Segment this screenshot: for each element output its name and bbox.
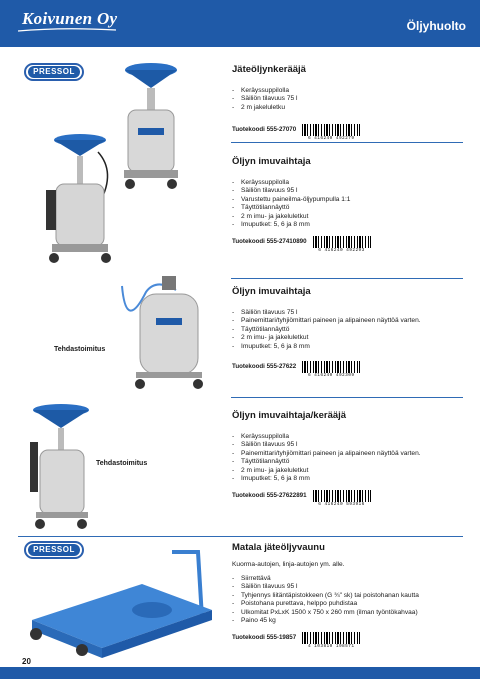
product-intro: Kuorma-autojen, linja-autojen ym. alle. bbox=[232, 561, 345, 568]
barcode: 6 416240 492309 bbox=[302, 361, 360, 379]
feature-item: - Säiliön tilavuus 75 l bbox=[232, 95, 467, 103]
product-code: Tuotekoodi 555-27622891 bbox=[232, 492, 307, 500]
section-title: Öljyhuolto bbox=[406, 19, 466, 33]
barcode: 6 416240 492279 bbox=[302, 124, 360, 142]
feature-item: - 2 m imu- ja jakeluletkut bbox=[232, 467, 467, 475]
feature-item: - Säiliön tilavuus 75 l bbox=[232, 309, 467, 317]
feature-item: - 2 m jakeluletku bbox=[232, 104, 467, 112]
feature-item: - Keräyssuppilolla bbox=[232, 87, 467, 95]
factory-delivery-note: Tehdastoimitus bbox=[96, 460, 148, 467]
feature-item: - Varustettu paineilma-öljypumpulla 1:1 bbox=[232, 196, 467, 204]
product-3 bbox=[232, 286, 467, 379]
product-title: Öljyn imuvaihtaja/kerääjä bbox=[232, 410, 347, 421]
product-code: Tuotekoodi 555-27622 bbox=[232, 363, 297, 371]
product-2 bbox=[232, 156, 467, 254]
product-4 bbox=[232, 410, 467, 508]
pressol-badge: PRESSOL bbox=[24, 63, 84, 81]
feature-item: - Säiliön tilavuus 95 l bbox=[232, 441, 467, 449]
page-header bbox=[0, 0, 480, 47]
feature-item: - Painemittari/tyhjiömittari paineen ja alipaineen näyttöä varten. bbox=[232, 450, 467, 458]
feature-item: - Imuputket: 5, 6 ja 8 mm bbox=[232, 221, 467, 229]
feature-item: - Täyttötilannäyttö bbox=[232, 326, 467, 334]
feature-item: - 2 m imu- ja jakeluletkut bbox=[232, 213, 467, 221]
product-title: Matala jäteöljyvaunu bbox=[232, 542, 325, 553]
product-title: Öljyn imuvaihtaja bbox=[232, 286, 311, 297]
feature-item: - Imuputket: 5, 6 ja 8 mm bbox=[232, 343, 467, 351]
oil-extractor-image bbox=[38, 132, 122, 270]
divider bbox=[18, 536, 463, 537]
divider bbox=[231, 278, 463, 279]
feature-item: - Paino 45 kg bbox=[232, 617, 467, 625]
feature-item: - Täyttötilannäyttö bbox=[232, 204, 467, 212]
feature-item: - Imuputket: 5, 6 ja 8 mm bbox=[232, 475, 467, 483]
barcode: 6 416240 492293 bbox=[313, 236, 371, 254]
product-code: Tuotekoodi 555-27410890 bbox=[232, 238, 307, 246]
feature-item: - Ulkomitat PxLxK 1500 x 750 x 260 mm (ilman työntökahvaa) bbox=[232, 609, 467, 617]
feature-item: - Painemittari/tyhjiömittari paineen ja alipaineen näyttöä varten. bbox=[232, 317, 467, 325]
divider bbox=[231, 397, 463, 398]
barcode: 4 103810 198571 bbox=[302, 632, 360, 650]
product-code: Tuotekoodi 555-27070 bbox=[232, 126, 297, 134]
product-code: Tuotekoodi 555-19857 bbox=[232, 634, 297, 642]
feature-item: - Poistohana purettava, helppo puhdistaa bbox=[232, 600, 467, 608]
feature-item: - Täyttötilannäyttö bbox=[232, 458, 467, 466]
page-number: 20 bbox=[22, 657, 31, 666]
divider bbox=[231, 142, 463, 143]
low-waste-oil-trolley-image bbox=[22, 548, 216, 658]
barcode: 6 416240 593916 bbox=[313, 490, 371, 508]
feature-item: - Säiliön tilavuus 95 l bbox=[232, 187, 467, 195]
feature-item: - Keräyssuppilolla bbox=[232, 433, 467, 441]
brand-logo: Koivunen Oy bbox=[22, 9, 118, 28]
product-1 bbox=[232, 64, 467, 142]
oil-extractor-75-image bbox=[116, 272, 208, 396]
product-title: Jäteöljynkerääjä bbox=[232, 64, 306, 75]
oil-extractor-collector-image bbox=[28, 402, 94, 532]
feature-item: - Säiliön tilavuus 95 l bbox=[232, 583, 467, 591]
page-footer-bar bbox=[0, 667, 480, 679]
product-5 bbox=[232, 542, 467, 650]
pressol-badge: PRESSOL bbox=[24, 541, 84, 559]
product-title: Öljyn imuvaihtaja bbox=[232, 156, 311, 167]
feature-item: - Tyhjennys liitäntäpistokkeen (G ¾" sk) tai poistohanan kautta bbox=[232, 592, 467, 600]
feature-item: - Siirrettävä bbox=[232, 575, 467, 583]
feature-item: - Keräyssuppilolla bbox=[232, 179, 467, 187]
waste-oil-collector-image bbox=[118, 58, 184, 196]
logo-swoosh-icon bbox=[18, 27, 116, 33]
feature-item: - 2 m imu- ja jakeluletkut bbox=[232, 334, 467, 342]
factory-delivery-note: Tehdastoimitus bbox=[54, 346, 106, 353]
